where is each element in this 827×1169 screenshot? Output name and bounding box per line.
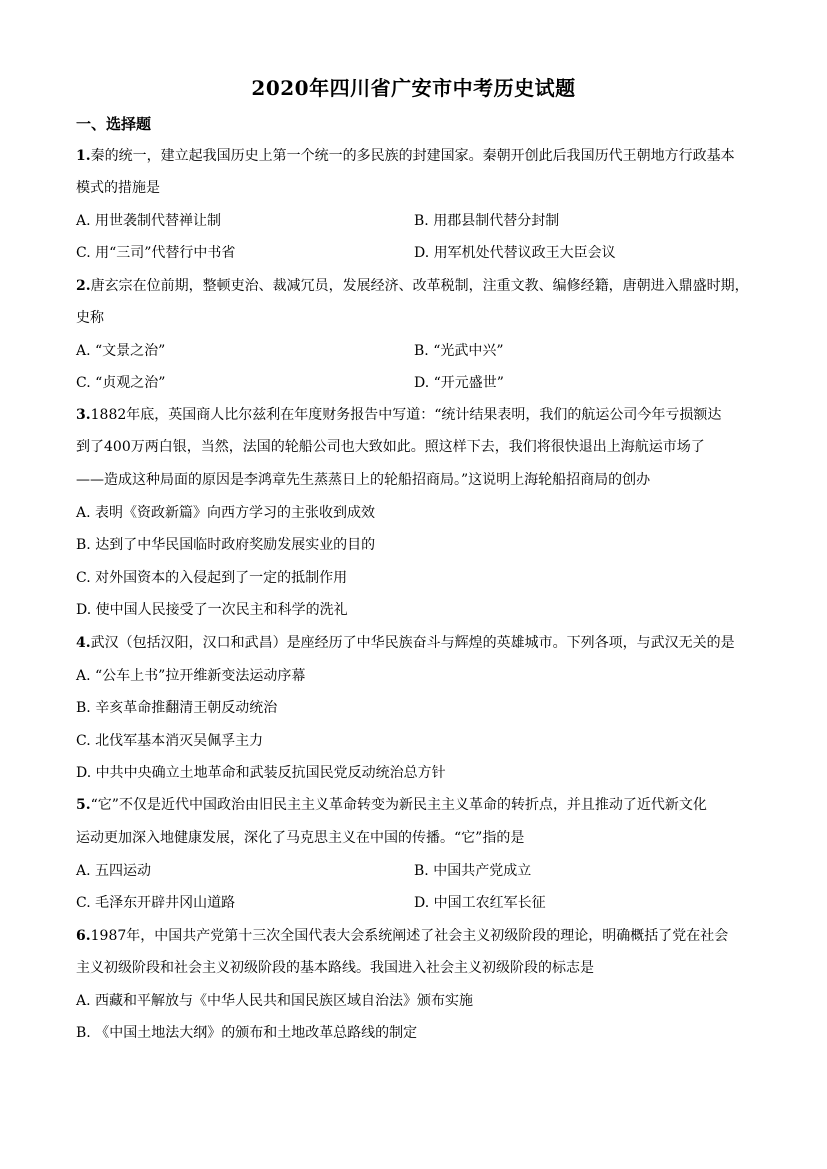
section-title: 一、选择题	[76, 115, 152, 133]
question-3-stem-line-1: 3.1882年底，英国商人比尔兹利在年度财务报告中写道：“统计结果表明，我们的航运公司今年亏损额达	[76, 407, 722, 423]
question-2-option-c: C. “贞观之治”	[76, 375, 166, 391]
question-6-stem-line-2: 主义初级阶段和社会主义初级阶段的基本路线。我国进入社会主义初级阶段的标志是	[76, 960, 594, 976]
question-6-stem-line-1: 6.1987年，中国共产党第十三次全国代表大会系统阐述了社会主义初级阶段的理论，明确概括了党在社会	[76, 928, 729, 944]
question-1-option-c: C. 用“三司”代替行中书省	[76, 245, 236, 261]
question-2-stem-line-2: 史称	[76, 310, 104, 326]
question-2-option-d: D. “开元盛世”	[414, 375, 504, 391]
question-5-option-d: D. 中国工农红军长征	[414, 895, 546, 911]
question-6-number: 6.	[76, 928, 91, 944]
page-title: 2020年四川省广安市中考历史试题	[251, 76, 576, 100]
question-6-option-a: A. 西藏和平解放与《中华人民共和国民族区域自治法》颁布实施	[76, 993, 474, 1009]
question-2-stem-line-1: 2.唐玄宗在位前期，整顿吏治、裁减冗员，发展经济、改革税制，注重文教、编修经籍，唐朝进入鼎盛时期，	[76, 278, 749, 294]
question-2-number: 2.	[76, 278, 91, 294]
question-6-option-b: B. 《中国土地法大纲》的颁布和土地改革总路线的制定	[76, 1025, 418, 1041]
question-5-option-b: B. 中国共产党成立	[414, 863, 532, 879]
question-4-option-c: C. 北伐军基本消灭吴佩孚主力	[76, 733, 264, 749]
question-2-option-a: A. “文景之治”	[76, 343, 166, 359]
question-4-option-b: B. 辛亥革命推翻清王朝反动统治	[76, 700, 278, 716]
question-1-option-a: A. 用世袭制代替禅让制	[76, 213, 222, 229]
question-1-number: 1.	[76, 148, 91, 164]
question-4-option-a: A. “公车上书”拉开维新变法运动序幕	[76, 668, 306, 684]
question-3-number: 3.	[76, 407, 91, 423]
question-3-option-b: B. 达到了中华民国临时政府奖励发展实业的目的	[76, 537, 376, 553]
question-4-number: 4.	[76, 635, 91, 651]
question-2-option-b: B. “光武中兴”	[414, 343, 504, 359]
question-1-option-d: D. 用军机处代替议政王大臣会议	[414, 245, 616, 261]
question-5-stem-line-2: 运动更加深入地健康发展，深化了马克思主义在中国的传播。“它”指的是	[76, 830, 525, 846]
question-5-option-a: A. 五四运动	[76, 863, 152, 879]
question-1-stem-line-2: 模式的措施是	[76, 180, 160, 196]
question-3-stem-line-3: ——造成这种局面的原因是李鸿章先生蒸蒸日上的轮船招商局。”这说明上海轮船招商局的创办	[76, 472, 651, 488]
question-1-option-b: B. 用郡县制代替分封制	[414, 213, 560, 229]
question-1-stem-line-1: 1.秦的统一，建立起我国历史上第一个统一的多民族的封建国家。秦朝开创此后我国历代王朝地方行政基本	[76, 148, 735, 164]
question-3-option-d: D. 使中国人民接受了一次民主和科学的洗礼	[76, 602, 348, 618]
question-5-stem-line-1: 5.“它”不仅是近代中国政治由旧民主主义革命转变为新民主主义革命的转折点，并且推动了近代新文化	[76, 797, 707, 813]
question-5-option-c: C. 毛泽东开辟井冈山道路	[76, 895, 236, 911]
question-4-option-d: D. 中共中央确立土地革命和武装反抗国民党反动统治总方针	[76, 765, 446, 781]
question-3-option-c: C. 对外国资本的入侵起到了一定的抵制作用	[76, 570, 348, 586]
question-5-number: 5.	[76, 797, 91, 813]
question-3-stem-line-2: 到了400万两白银，当然，法国的轮船公司也大致如此。照这样下去，我们将很快退出上海航运市场了	[76, 439, 705, 455]
question-4-stem-line-1: 4.武汉（包括汉阳，汉口和武昌）是座经历了中华民族奋斗与辉煌的英雄城市。下列各项，与武汉无关的是	[76, 635, 735, 651]
question-3-option-a: A. 表明《资政新篇》向西方学习的主张收到成效	[76, 505, 376, 521]
